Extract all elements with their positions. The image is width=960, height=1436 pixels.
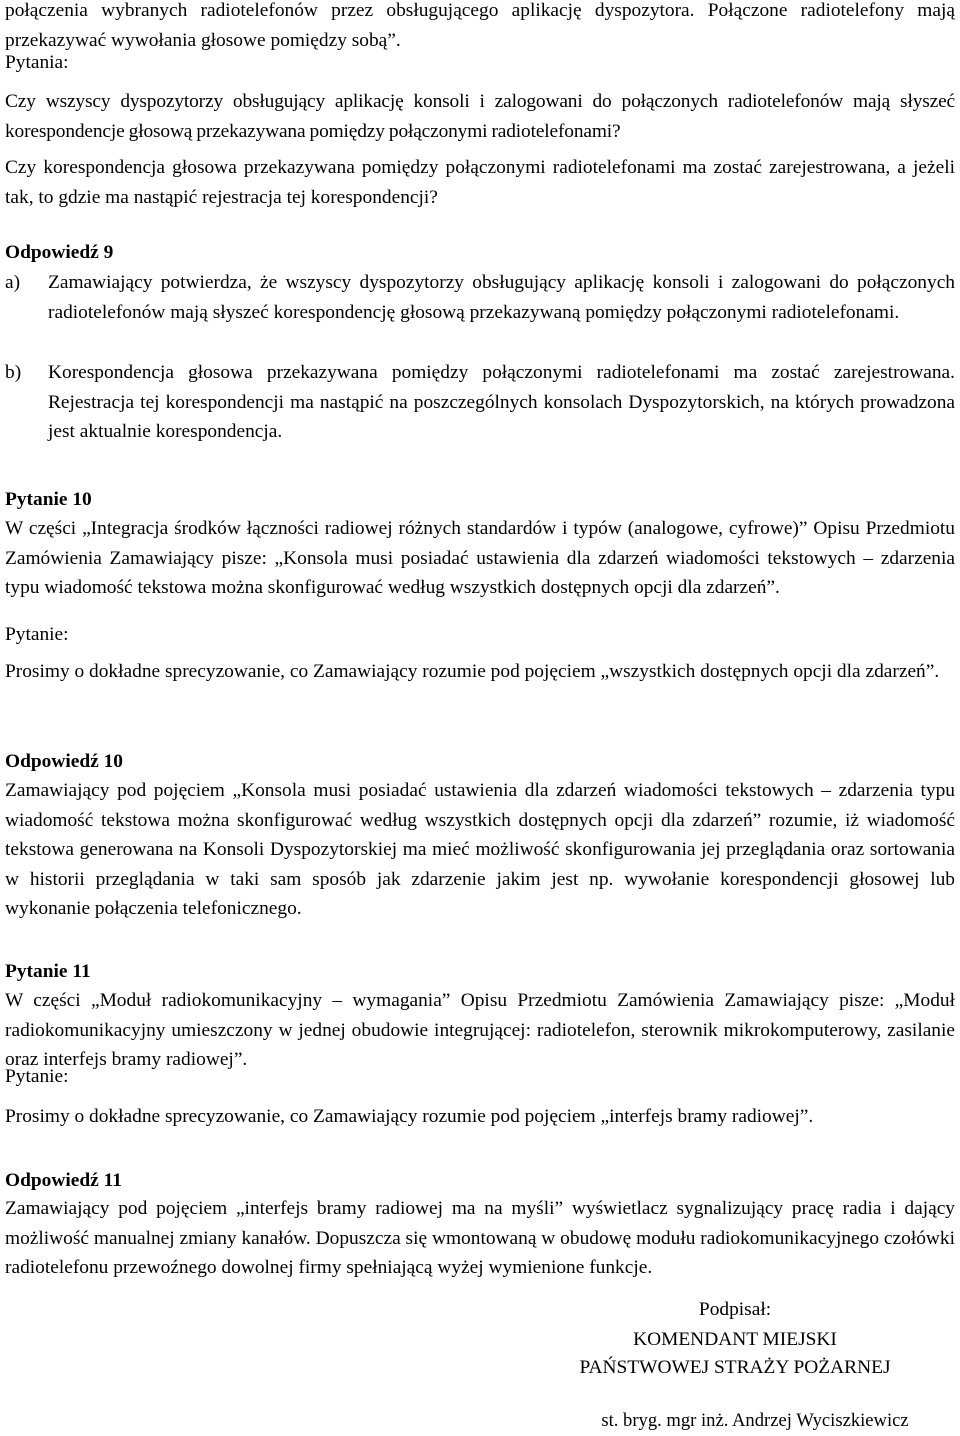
pytanie-label: Pytanie: — [5, 624, 69, 645]
answer-10-heading: Odpowiedź 10 — [5, 751, 123, 772]
signature-title-2: PAŃSTWOWEJ STRAŻY POŻARNEJ — [579, 1357, 891, 1378]
question-9-1: Czy wszyscy dyspozytorzy obsługujący aplikację konsoli i zalogowani do połączonych radiotelefonów mają słyszeć korespondencje głosową przekazywana pomiędzy połączonymi radiotelefonami? — [5, 91, 955, 142]
list-label-a: a) — [5, 272, 21, 293]
pytanie-label-11: Pytanie: — [5, 1066, 69, 1087]
pytania-label: Pytania: — [5, 52, 69, 73]
question-11-text: W części „Moduł radiokomunikacyjny – wymagania” Opisu Przedmiotu Zamówienia Zamawiający pisze: „Moduł radiokomunikacyjny umieszczony w jednej obudowie integrującej: radiotelefon, sterownik mikrokomputerowy, zasilanie oraz interfejs bramy radiowej”. — [5, 990, 955, 1071]
signature-label: Podpisał: — [698, 1299, 772, 1320]
intro-paragraph: połączenia wybranych radiotelefonów przez obsługującego aplikację dyspozytora. Połączone radiotelefony mają przekazywać wywołania głosowe pomiędzy sobą”. — [5, 0, 955, 51]
question-11-heading: Pytanie 11 — [5, 961, 91, 982]
answer-9-heading: Odpowiedź 9 — [5, 242, 114, 263]
answer-9-text-a: Zamawiający potwierdza, że wszyscy dyspozytorzy obsługujący aplikację konsoli i zalogowani do połączonych radiotelefonów mają słyszeć korespondencję głosową przekazywaną pomiędzy połączonymi radiotelefonami. — [48, 272, 955, 323]
signature-title-1: KOMENDANT MIEJSKI — [633, 1329, 837, 1350]
answer-9-item-a — [5, 268, 955, 327]
signature-name: st. bryg. mgr inż. Andrzej Wyciszkiewicz — [601, 1410, 909, 1431]
answer-9-item-b — [5, 358, 955, 447]
answer-11-heading: Odpowiedź 11 — [5, 1170, 122, 1191]
question-11-question: Prosimy o dokładne sprecyzowanie, co Zamawiający rozumie pod pojęciem „interfejs bramy radiowej”. — [5, 1106, 814, 1127]
question-10-heading: Pytanie 10 — [5, 489, 92, 510]
list-label-b: b) — [5, 362, 22, 383]
question-9-2: Czy korespondencja głosowa przekazywana pomiędzy połączonymi radiotelefonami ma zostać zarejestrowana, a jeżeli tak, to gdzie ma nastąpić rejestracja tej korespondencji? — [5, 157, 955, 208]
question-10-question: Prosimy o dokładne sprecyzowanie, co Zamawiający rozumie pod pojęciem „wszystkich dostępnych opcji dla zdarzeń”. — [5, 661, 940, 682]
answer-11-text: Zamawiający pod pojęciem „interfejs bramy radiowej ma na myśli” wyświetlacz sygnalizujący pracę radia i dający możliwość manualnej zmiany kanałów. Dopuszcza się wmontowaną w obudowę modułu radiokomunikacyjnego czołówki radiotelefonu przewoźnego dowolnej firmy spełniającą wyżej wymienione funkcje. — [5, 1198, 955, 1279]
answer-10-text: Zamawiający pod pojęciem „Konsola musi posiadać ustawienia dla zdarzeń wiadomości tekstowych – zdarzenia typu wiadomość tekstowa można skonfigurować według wszystkich dostępnych opcji dla zdarzeń” rozumie, iż wiadomość tekstowa generowana na Konsoli Dyspozytorskiej ma mieć możliwość skonfigurowania jej przeglądania oraz sortowania w historii przeglądania w taki sam sposób jak zdarzenie jakim jest np. wywołanie korespondencji głosowej lub wykonanie połączenia telefonicznego. — [5, 780, 955, 920]
question-10-text: W części „Integracja środków łączności radiowej różnych standardów i typów (analogowe, cyfrowe)” Opisu Przedmiotu Zamówienia Zamawiający pisze: „Konsola musi posiadać ustawienia dla zdarzeń wiadomości tekstowych – zdarzenia typu wiadomość tekstowa można skonfigurować według wszystkich dostępnych opcji dla zdarzeń”. — [5, 518, 955, 599]
answer-9-text-b: Korespondencja głosowa przekazywana pomiędzy połączonymi radiotelefonami ma zostać zarejestrowana. Rejestracja tej korespondencji ma nastąpić na poszczególnych konsolach Dyspozytorskich, na których prowadzona jest aktualnie korespondencja. — [48, 362, 955, 443]
